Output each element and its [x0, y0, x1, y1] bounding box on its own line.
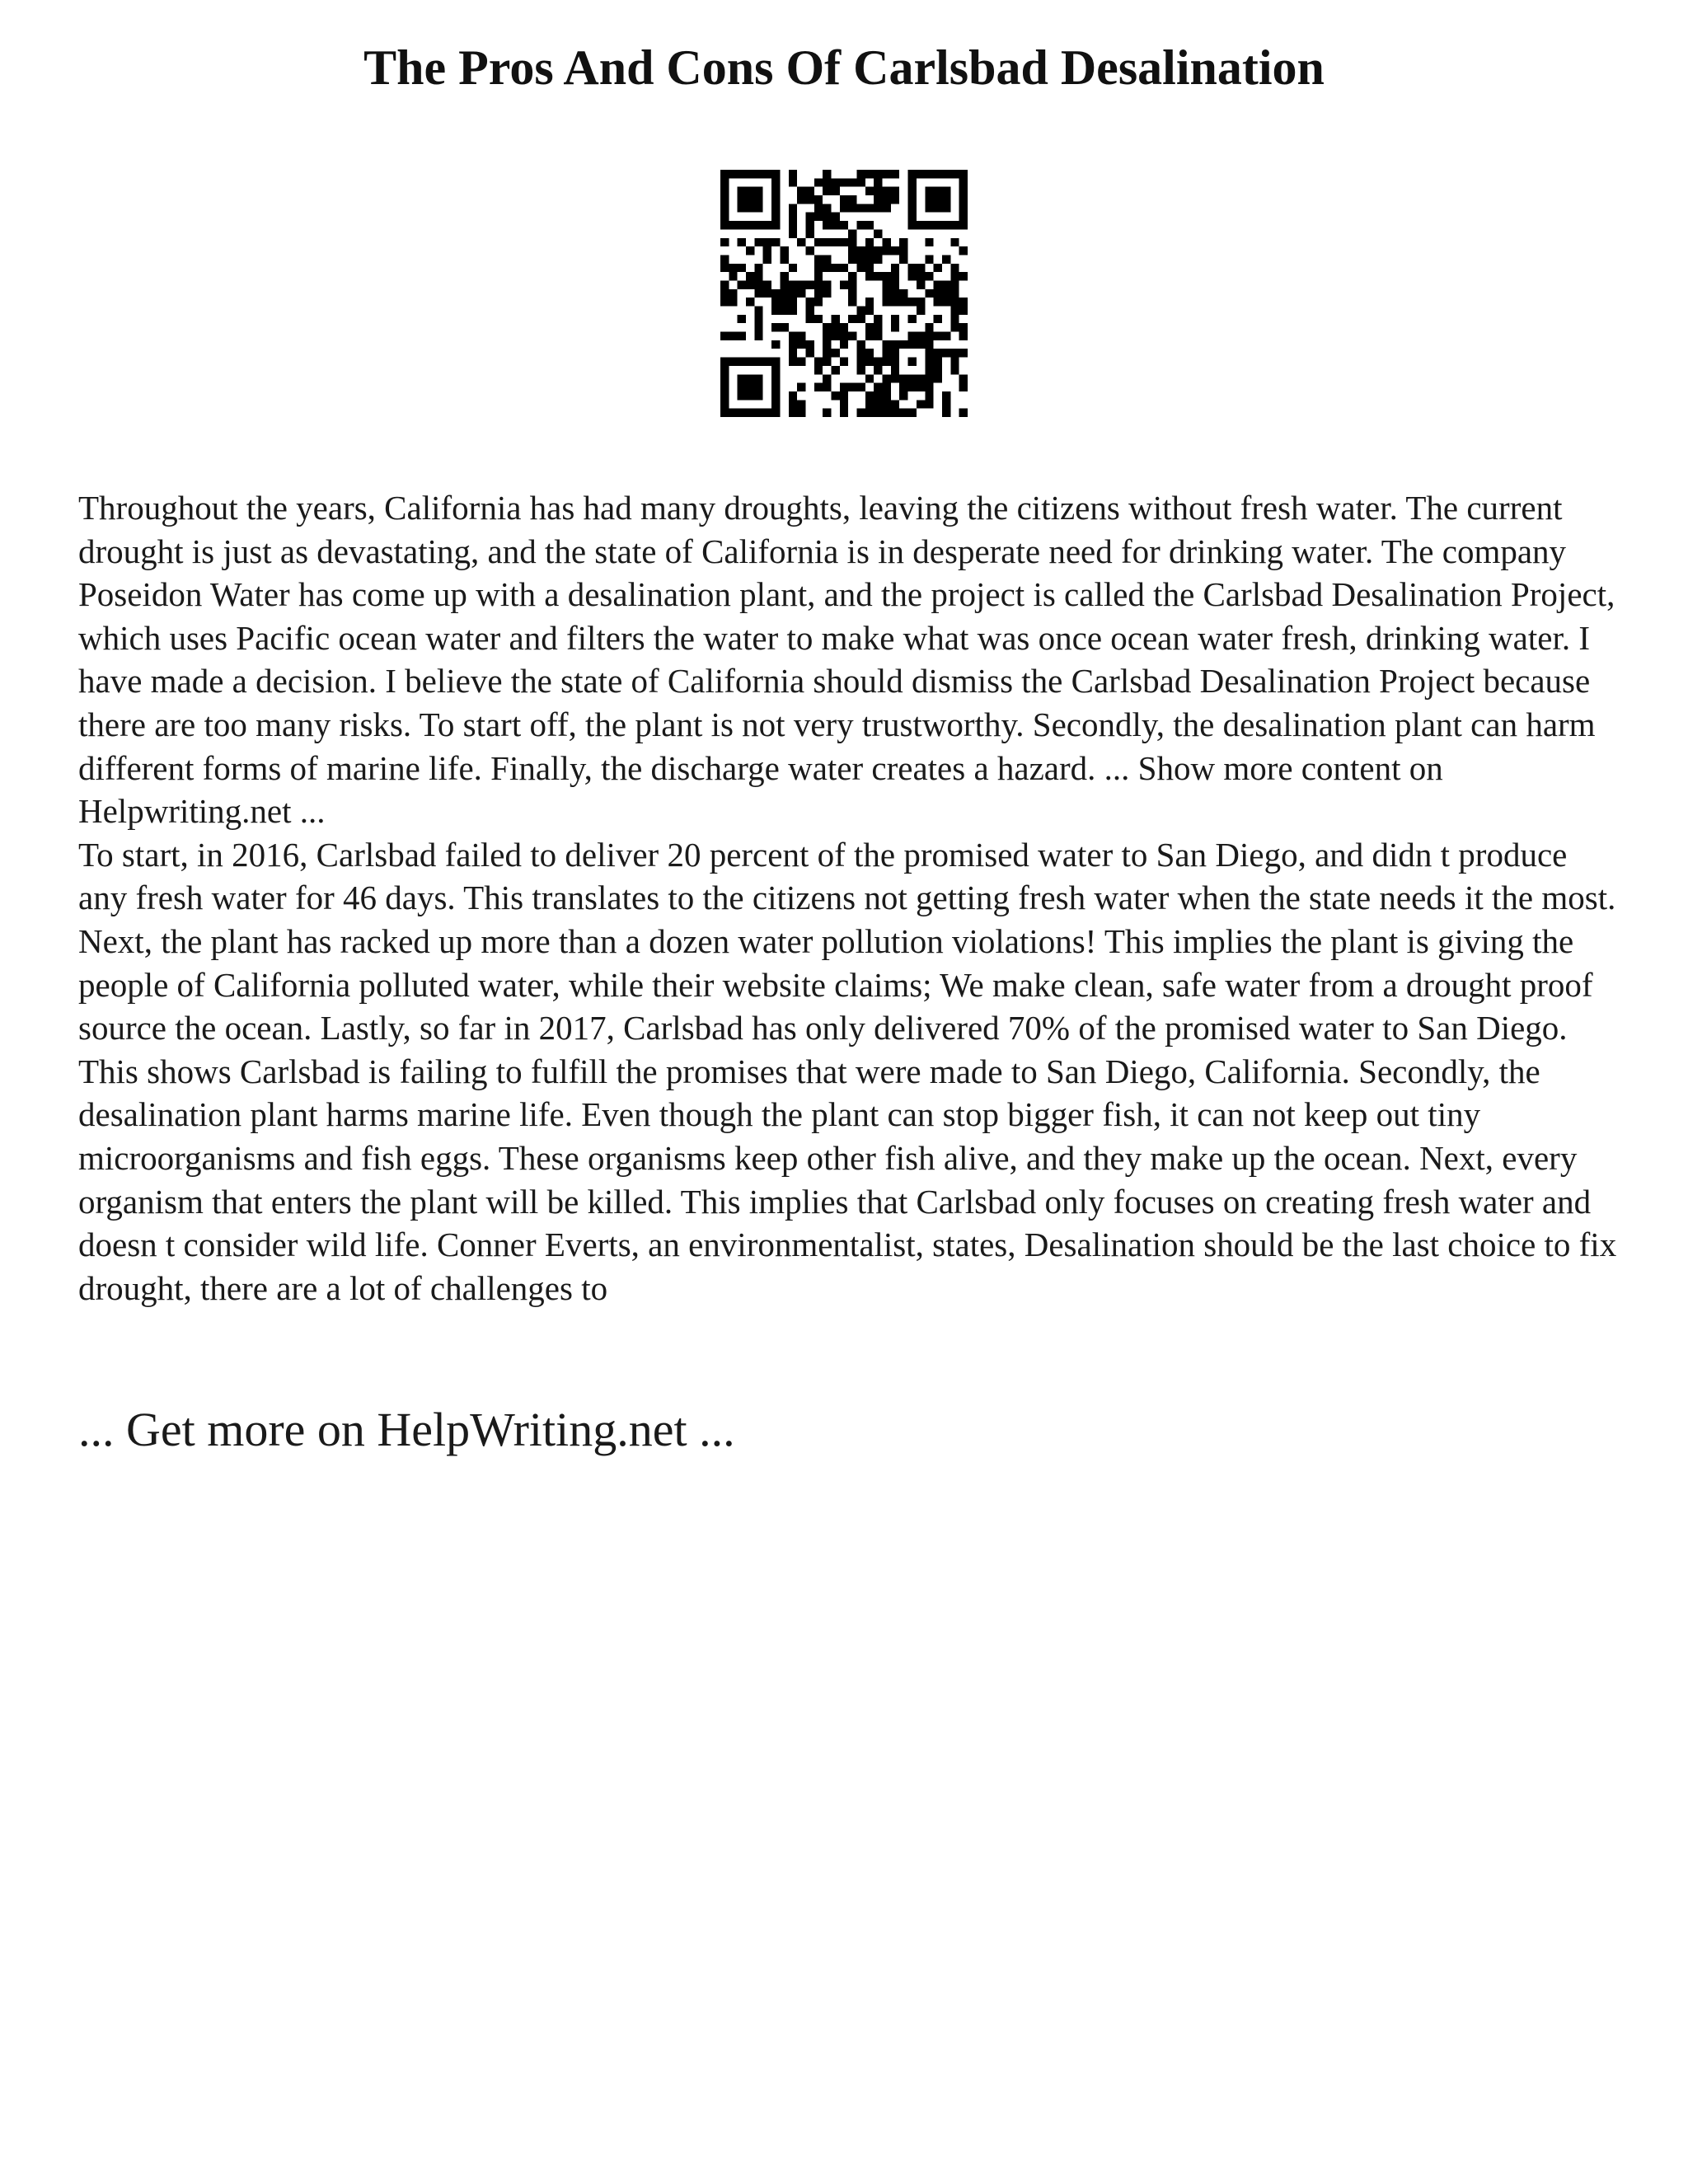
qr-code-icon	[720, 170, 968, 417]
qr-code-graphic	[720, 170, 968, 417]
paragraph-main: To start, in 2016, Carlsbad failed to deliver 20 percent of the promised water to San Diego, and didn t produce any fresh water for 46 days. This translates to the citizens not getting fresh water when the state needs it the most. Next, the plant has racked up more than a dozen water pollution violations! This implies the plant is giving the people of California polluted water, while their website claims; We make clean, safe water from a drought proof source the ocean. Lastly, so far in 2017, Carlsbad has only delivered 70% of the promised water to San Diego. This shows Carlsbad is failing to fulfill the promises that were made to San Diego, California. Secondly, the desalination plant harms marine life. Even though the plant can stop bigger fish, it can not keep out tiny microorganisms and fish eggs. These organisms keep other fish alive, and they make up the ocean. Next, every organism that enters the plant will be killed. This implies that Carlsbad only focuses on creating fresh water and doesn t consider wild life. Conner Everts, an environmentalist, states, Desalination should be the last choice to fix drought, there are a lot of challenges to	[78, 835, 1617, 1307]
get-more-link[interactable]: ... Get more on HelpWriting.net ...	[78, 1403, 735, 1456]
page-title: The Pros And Cons Of Carlsbad Desalination	[363, 40, 1325, 95]
article-body	[78, 486, 1624, 1310]
paragraph-intro: Throughout the years, California has had many droughts, leaving the citizens without fresh water. The current drought is just as devastating, and the state of California is in desperate need for drinking water. The company Poseidon Water has come up with a desalination plant, and the project is called the Carlsbad Desalination Project, which uses Pacific ocean water and filters the water to make what was once ocean water fresh, drinking water. I have made a decision. I believe the state of California should dismiss the Carlsbad Desalination Project because there are too many risks. To start off, the plant is not very trustworthy. Secondly, the desalination plant can harm different forms of marine life. Finally, the discharge water creates a hazard. ... Show more content on Helpwriting.net ...	[78, 489, 1615, 831]
